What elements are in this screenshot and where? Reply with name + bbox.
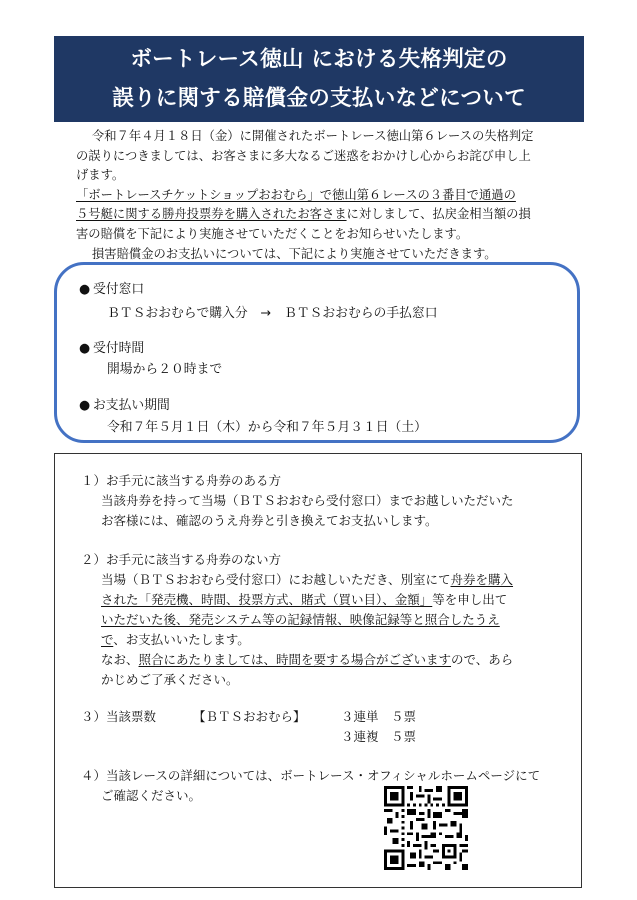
payment-summary-box — [54, 262, 580, 443]
period-title: お支払い期間 — [93, 398, 170, 413]
note-2-text: 当場（ＢＴＳおおむら受付窓口）にお越しいただき、別室にて舟券を購入 — [101, 572, 514, 587]
note-1-title: １）お手元に該当する舟券のある方 — [81, 473, 282, 488]
note-4-text: ご確認ください。 — [101, 788, 202, 803]
note-2-text: かじめご了承ください。 — [101, 672, 239, 687]
title-line-1: ボートレース徳山 における失格判定の — [130, 47, 508, 72]
note-3-count: ３連複 ５票 — [341, 729, 417, 744]
title-banner — [54, 36, 584, 122]
note-3-title: ３）当該票数 — [81, 709, 157, 724]
note-4-text: ４）当該レースの詳細については、ボートレース・オフィシャルホームページにて — [81, 768, 541, 783]
period-heading — [79, 394, 170, 413]
counter-value: ＢＴＳおおむらで購入分 → ＢＴＳおおむらの手払窓口 — [107, 306, 438, 321]
bullet-icon: ● — [79, 398, 91, 413]
intro-text: に対しまして、払戻金相当額の損 — [346, 207, 531, 222]
intro-line-underlined: 「ボートレースチケットショップおおむら」で徳山第６レースの３番目で通過の — [76, 187, 516, 202]
notes-box — [54, 453, 582, 888]
note-2-text: された「発売機、時間、投票方式、賭式（買い目）、金額」等を申し出て — [101, 592, 508, 607]
note-2-text: なお、照合にあたりましては、時間を要する場合がございますので、あら — [101, 652, 514, 667]
note-1-text: 当該舟券を持って当場（ＢＴＳおおむら受付窓口）までお越しいただいた — [101, 493, 514, 508]
title-line-2: 誤りに関する賠償金の支払いなどについて — [112, 86, 526, 111]
intro-line: げます。 — [76, 168, 125, 183]
intro-line: の誤りにつきましては、お客さまに多大なるご迷惑をおかけし心からお詫び申し上 — [76, 148, 531, 163]
hours-value: 開場から２０時まで — [107, 362, 223, 377]
bullet-icon: ● — [79, 341, 91, 356]
note-3-venue: 【ＢＴＳおおむら】 — [193, 709, 306, 724]
intro-paragraph — [76, 127, 570, 264]
note-2-text: いただいた後、発売システム等の記録情報、映像記録等と照合したうえ — [101, 612, 500, 627]
note-2-title: ２）お手元に該当する舟券のない方 — [81, 552, 282, 567]
bullet-icon: ● — [79, 282, 91, 297]
intro-line: 害の賠償を下記により実施させていただくことをお知らせいたします。 — [76, 226, 469, 241]
hours-title: 受付時間 — [93, 341, 145, 356]
period-value: 令和７年５月１日（木）から令和７年５月３１日（土） — [107, 420, 427, 435]
counter-title: 受付窓口 — [93, 282, 145, 297]
note-1-text: お客様には、確認のうえ舟券と引き換えてお支払いします。 — [101, 513, 438, 528]
counter-heading — [79, 278, 144, 297]
intro-underlined-phrase: ５号艇に関する勝舟投票券を購入されたお客さま — [76, 207, 347, 222]
hours-heading — [79, 337, 144, 356]
qr-code-icon[interactable] — [384, 786, 468, 870]
intro-line: 損害賠償金のお支払いについては、下記により実施させていただきます。 — [92, 246, 497, 261]
note-2-text: で、お支払いいたします。 — [101, 632, 250, 647]
note-3-count: ３連単 ５票 — [341, 709, 417, 724]
intro-line: 令和７年４月１８日（金）に開催されたボートレース徳山第６レースの失格判定 — [92, 129, 534, 143]
